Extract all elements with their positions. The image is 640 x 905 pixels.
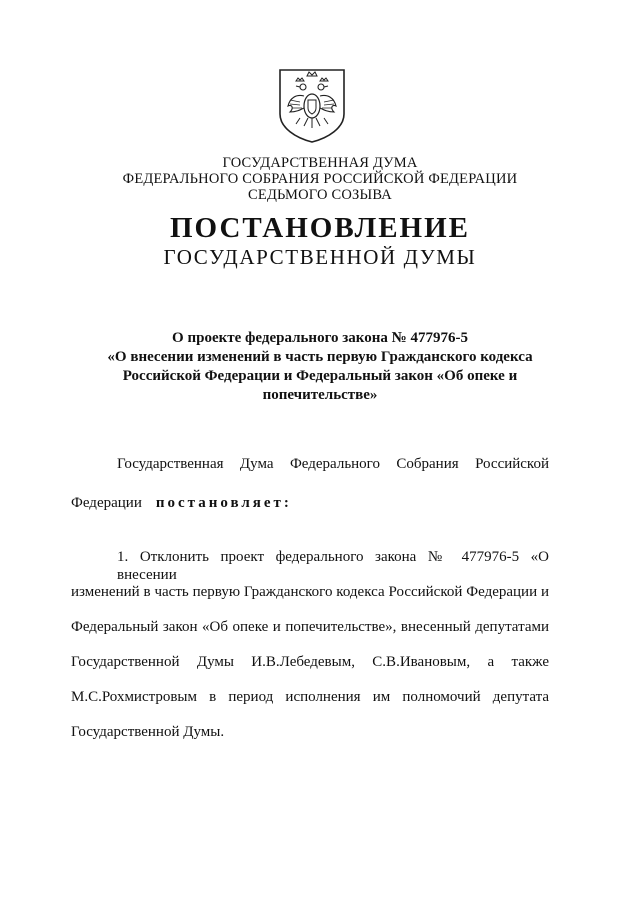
preamble-line-1: Государственная Дума Федерального Собрания Российской — [117, 456, 549, 472]
preamble-decree-word: постановляет: — [155, 495, 292, 511]
header-line-2: ФЕДЕРАЛЬНОГО СОБРАНИЯ РОССИЙСКОЙ ФЕДЕРАЦИИ — [122, 171, 518, 187]
header-line-1: ГОСУДАРСТВЕННАЯ ДУМА — [222, 155, 418, 171]
clause1-line-2: изменений в часть первую Гражданского кодекса Российской Федерации и — [71, 584, 549, 600]
preamble-text: Федерации — [71, 495, 142, 511]
subject-line-3: Российской Федерации и Федеральный закон «Об опеке и — [122, 368, 518, 384]
subject-line-4: попечительстве» — [262, 387, 378, 403]
resolution-subject — [95, 329, 545, 405]
clause1-line-4: Государственной Думы И.В.Лебедевым, С.В.Ивановым, а также — [71, 654, 549, 670]
subject-line-1: О проекте федерального закона № 477976-5 — [172, 330, 468, 346]
subject-line-2: «О внесении изменений в часть первую Гражданского кодекса — [107, 349, 533, 365]
clause1-line-6: Государственной Думы. — [71, 724, 225, 740]
header-line-3: СЕДЬМОГО СОЗЫВА — [248, 187, 392, 203]
clause1-line-5: М.С.Рохмистровым в период исполнения им полномочий депутата — [71, 689, 549, 705]
clause1-line-1: 1. Отклонить проект федерального закона № 477976-5 «О внесении — [117, 549, 549, 583]
preamble-line-2 — [71, 494, 549, 512]
document-title: ПОСТАНОВЛЕНИЕ — [169, 212, 470, 244]
clause1-line-3: Федеральный закон «Об опеке и попечительстве», внесенный депутатами — [71, 619, 549, 635]
document-subtitle: ГОСУДАРСТВЕННОЙ ДУМЫ — [163, 245, 477, 269]
russian-coat-of-arms-icon — [276, 68, 348, 144]
